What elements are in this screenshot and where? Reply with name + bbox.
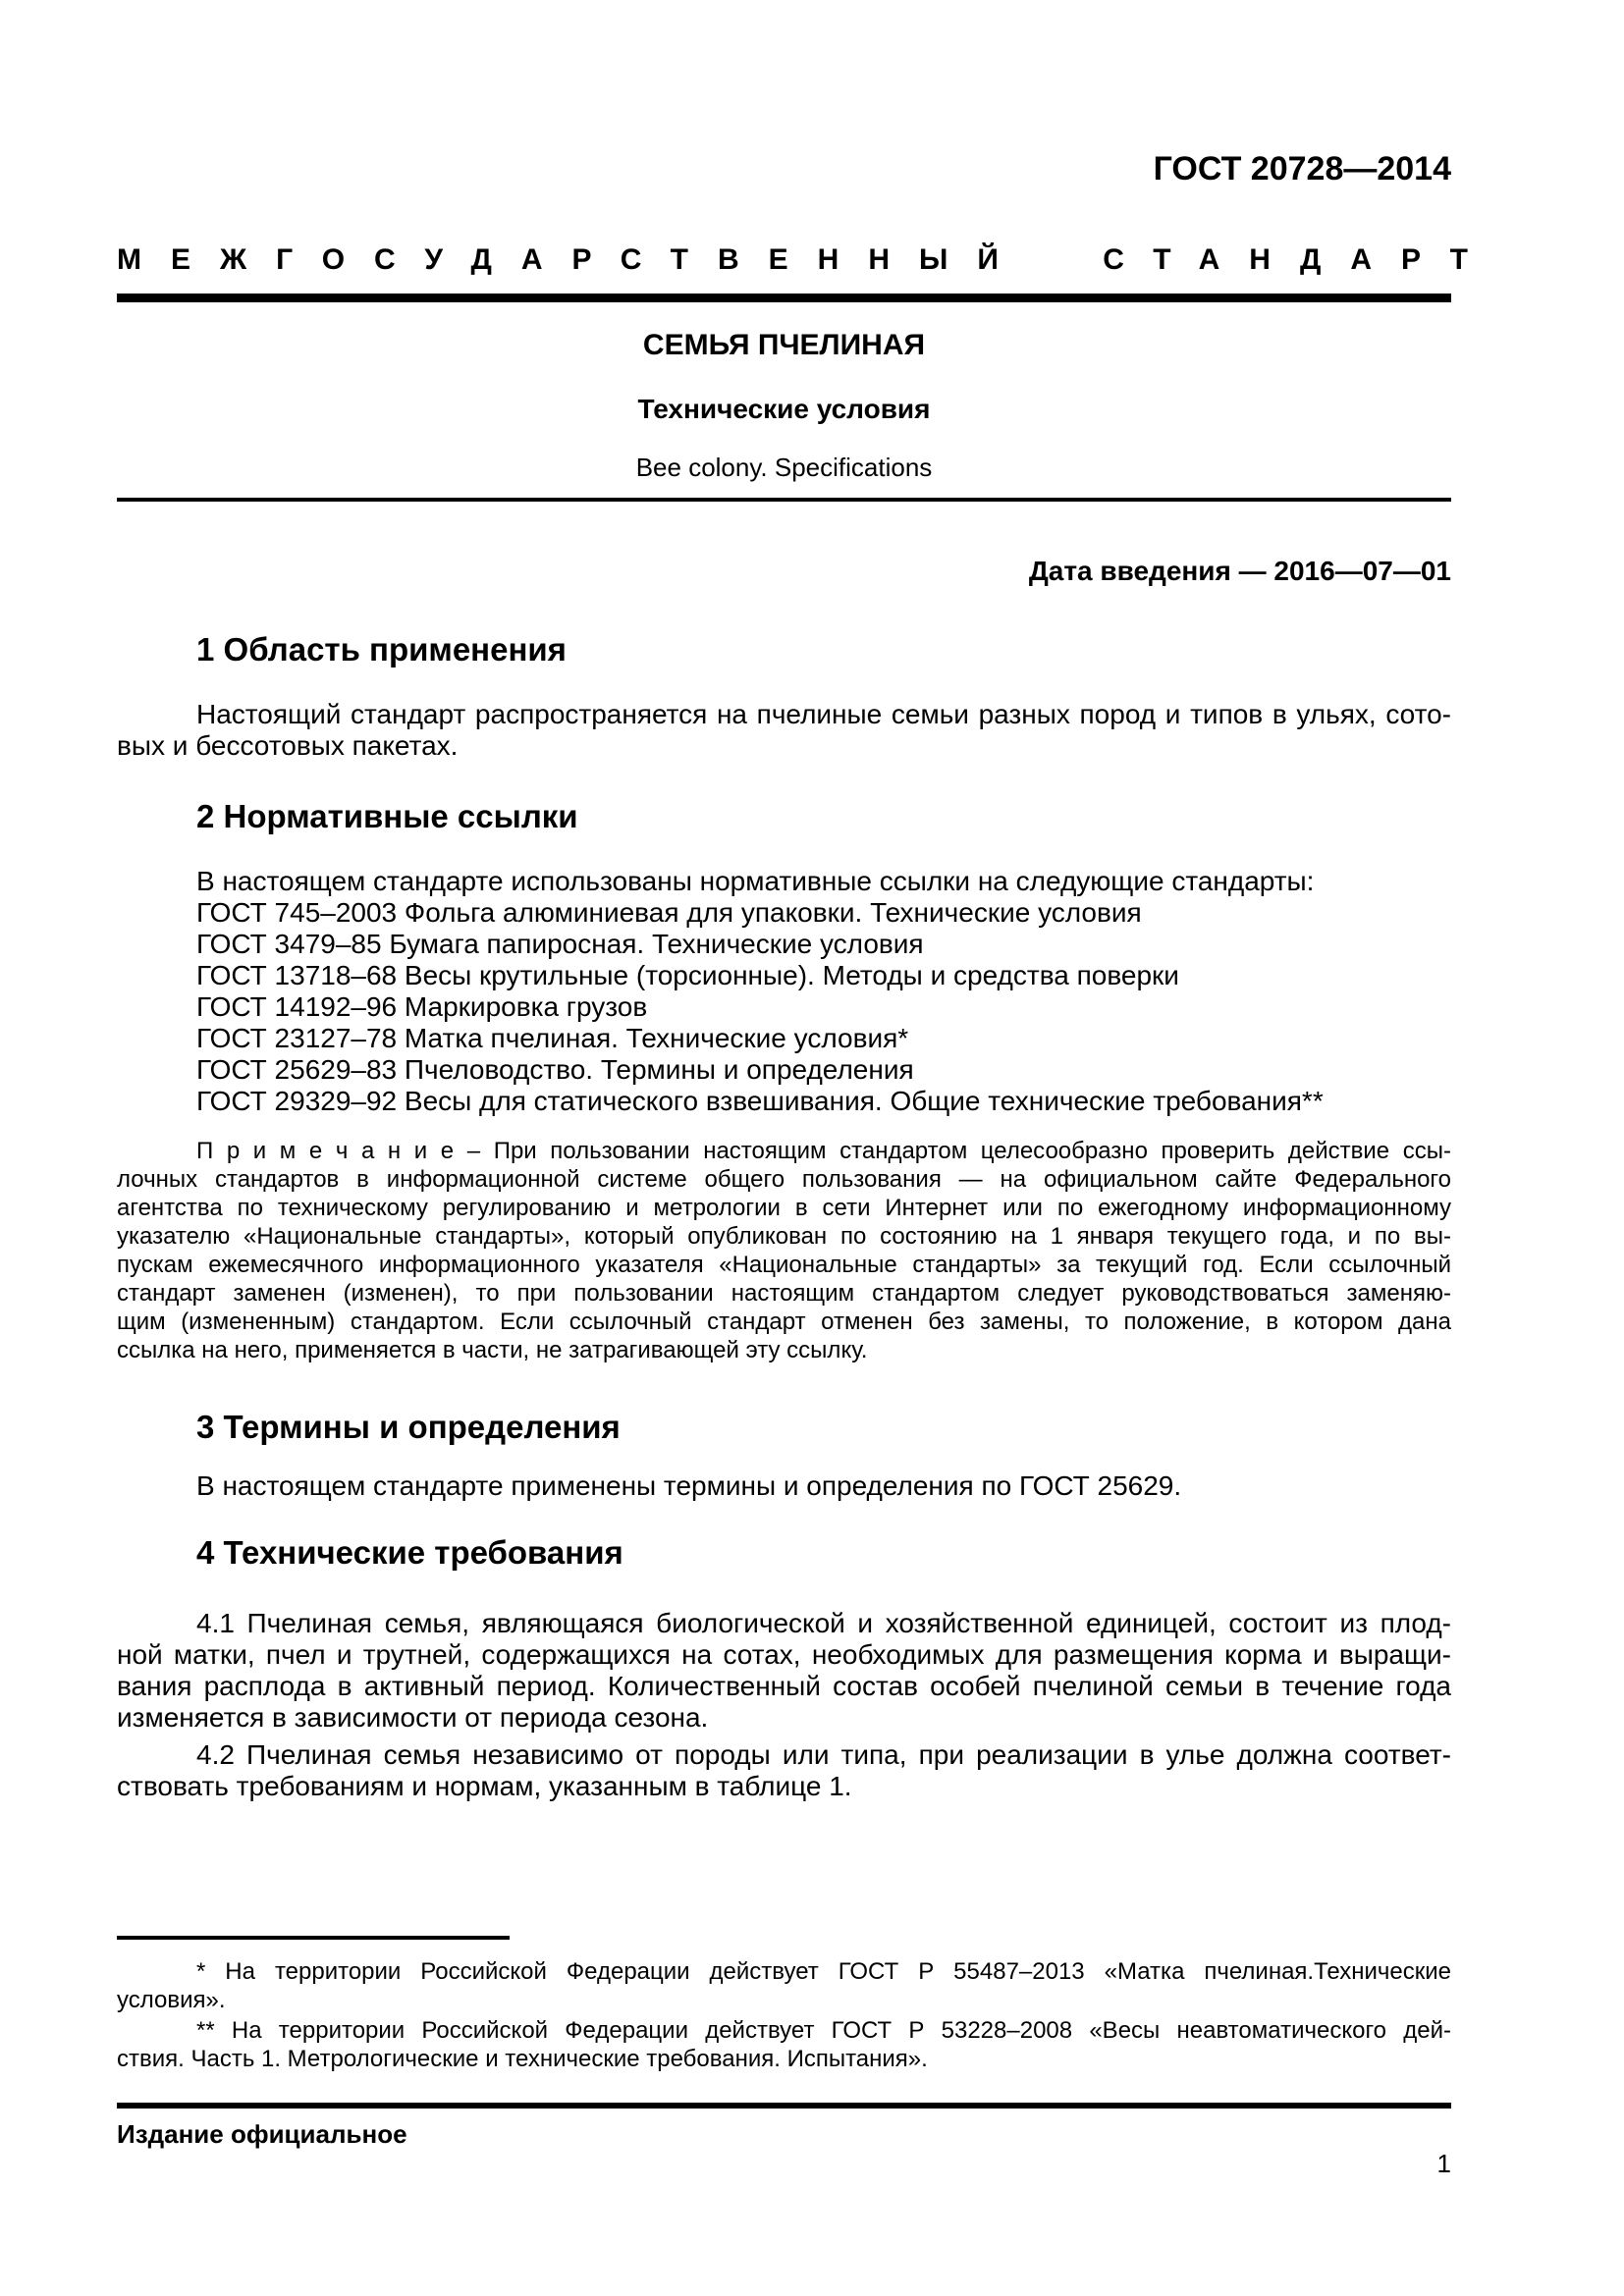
footnote-2-line: ** На территории Российской Федерации действует ГОСТ Р 53228–2008 «Весы неавтоматического дей- xyxy=(196,2017,1451,2044)
doc-number: ГОСТ 20728—2014 xyxy=(1153,150,1451,187)
section-3-heading: 3 Термины и определения xyxy=(196,1409,621,1445)
clause-4-2-line: 4.2 Пчелиная семья независимо от породы или типа, при реализации в улье должна соответ- xyxy=(196,1739,1451,1770)
scope-paragraph-line: Настоящий стандарт распространяется на пчелиные семьи разных пород и типов в ульях, сото- xyxy=(196,699,1451,729)
reference-item: ГОСТ 23127–78 Матка пчелиная. Технические условия* xyxy=(196,1023,909,1053)
header-thick-rule xyxy=(117,294,1451,302)
note-line: указателю «Национальные стандарты», который опубликован по состоянию на 1 января текущего года, и по вы- xyxy=(117,1223,1451,1250)
footnote-1-line: * На территории Российской Федерации действует ГОСТ Р 55487–2013 «Матка пчелиная.Технические xyxy=(196,1958,1451,1985)
clause-4-1-line: изменяется в зависимости от периода сезона. xyxy=(117,1702,709,1733)
note-line: агентства по техническому регулированию и метрологии в сети Интернет или по ежегодному информационному xyxy=(117,1195,1451,1221)
footnote-2 xyxy=(117,2016,1451,2073)
note-paragraph xyxy=(117,1137,1451,1364)
section-1-heading: 1 Область применения xyxy=(196,631,567,667)
page-number: 1 xyxy=(1436,2149,1451,2178)
document-subtitle-ru: Технические условия xyxy=(637,394,931,424)
edition-note: Издание официальное xyxy=(117,2119,407,2149)
note-line: пускам ежемесячного информационного указателя «Национальные стандарты» за текущий год. Если ссылочный xyxy=(117,1252,1451,1278)
standard-type-banner: МЕЖГОСУДАРСТВЕННЫЙ СТАНДАРТ xyxy=(117,243,1497,276)
reference-item: ГОСТ 14192–96 Маркировка грузов xyxy=(196,991,648,1022)
section-2-heading: 2 Нормативные ссылки xyxy=(196,798,578,834)
header-thin-rule xyxy=(117,498,1451,502)
clause-4-2-paragraph xyxy=(117,1739,1451,1802)
clause-4-1-line: 4.1 Пчелиная семья, являющаяся биологической и хозяйственной единицей, состоит из плод- xyxy=(196,1608,1451,1638)
reference-item: ГОСТ 13718–68 Весы крутильные (торсионные). Методы и средства поверки xyxy=(196,960,1179,990)
normative-references-list xyxy=(117,866,1451,1117)
reference-item: ГОСТ 745–2003 Фольга алюминиевая для упаковки. Технические условия xyxy=(196,897,1142,928)
scope-paragraph-line: вых и бессотовых пакетах. xyxy=(117,730,459,761)
references-intro-line: В настоящем стандарте использованы нормативные ссылки на следующие стандарты: xyxy=(196,866,1315,896)
note-line: П р и м е ч а н и е – При пользовании настоящим стандартом целесообразно проверить действие ссы- xyxy=(196,1138,1451,1164)
clause-4-1-line: ной матки, пчел и трутней, содержащихся на сотах, необходимых для размещения корма и выращи- xyxy=(117,1639,1451,1670)
note-line: ссылка на него, применяется в части, не затрагивающей эту ссылку. xyxy=(117,1337,868,1363)
note-line: щим (измененным) стандартом. Если ссылочный стандарт отменен без замены, то положение, в котором дана xyxy=(117,1308,1451,1335)
reference-item: ГОСТ 25629–83 Пчеловодство. Термины и определения xyxy=(196,1054,914,1085)
note-line: лочных стандартов в информационной системе общего пользования — на официальном сайте Федерального xyxy=(117,1166,1451,1193)
section-3-paragraph xyxy=(117,1470,1451,1502)
reference-item: ГОСТ 29329–92 Весы для статического взвешивания. Общие технические требования** xyxy=(196,1086,1324,1116)
reference-item: ГОСТ 3479–85 Бумага папиросная. Технические условия xyxy=(196,929,924,959)
footer-thick-rule xyxy=(117,2103,1451,2109)
terms-paragraph-line: В настоящем стандарте применены термины и определения по ГОСТ 25629. xyxy=(196,1470,1182,1501)
section-1-paragraph xyxy=(117,699,1451,762)
clause-4-1-paragraph xyxy=(117,1608,1451,1734)
footnote-2-line: ствия. Часть 1. Метрологические и технические требования. Испытания». xyxy=(117,2046,928,2072)
clause-4-1-line: вания расплода в активный период. Количественный состав особей пчелиной семьи в течение года xyxy=(117,1671,1451,1701)
document-title-en: Bee colony. Specifications xyxy=(635,453,933,482)
clause-4-2-line: ствовать требованиям и нормам, указанным в таблице 1. xyxy=(117,1771,852,1801)
document-title-ru: СЕМЬЯ ПЧЕЛИНАЯ xyxy=(642,329,926,361)
footnote-1 xyxy=(117,1957,1451,2014)
section-4-heading: 4 Технические требования xyxy=(196,1534,623,1571)
introduction-date: Дата введения — 2016—07—01 xyxy=(1028,556,1451,586)
footnote-1-line: условия». xyxy=(117,1987,226,2013)
note-line: стандарт заменен (изменен), то при пользовании настоящим стандартом следует руководствоваться заменяю- xyxy=(117,1280,1451,1307)
footnote-separator-rule xyxy=(117,1936,510,1940)
